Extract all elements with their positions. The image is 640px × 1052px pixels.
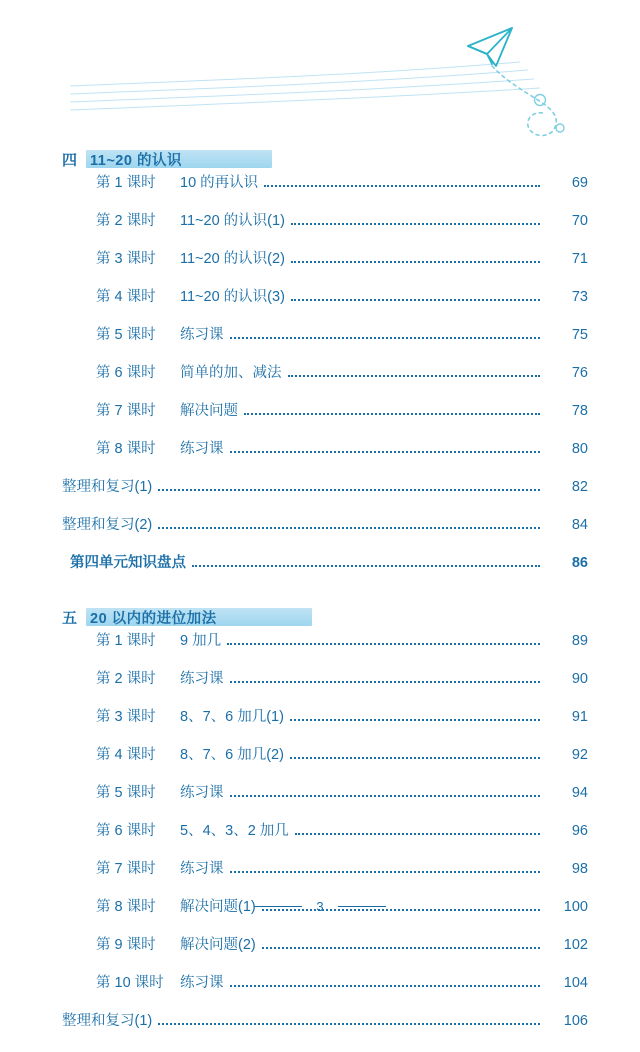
- page-number: 75: [571, 327, 588, 343]
- page-number: 90: [571, 671, 588, 687]
- page-number: 73: [571, 289, 588, 305]
- leader-dots: [291, 222, 540, 225]
- page-number: 92: [571, 747, 588, 763]
- leader-dots: [262, 946, 540, 949]
- page-number: 78: [571, 403, 588, 419]
- leader-dots: [230, 794, 541, 797]
- page-number: 70: [571, 213, 588, 229]
- toc-entry[interactable]: [0, 480, 640, 518]
- lesson-title: 8、7、6 加几(1): [180, 709, 284, 725]
- toc-entry[interactable]: [0, 176, 640, 214]
- toc-entry[interactable]: [0, 634, 640, 672]
- lesson-label: 第 1 课时: [96, 633, 156, 649]
- page-number: 98: [571, 861, 588, 877]
- lesson-title: 11~20 的认识(2): [180, 251, 285, 267]
- toc-entry[interactable]: [0, 214, 640, 252]
- page-number: 102: [563, 937, 588, 953]
- unit-header-4: [62, 148, 272, 170]
- lesson-label: 第 10 课时: [96, 975, 164, 991]
- page-number: 82: [571, 479, 588, 495]
- lesson-label: 第 8 课时: [96, 899, 156, 915]
- toc-content: [0, 148, 640, 1052]
- page-number: 100: [563, 899, 588, 915]
- unit-title: 11~20 的认识: [90, 152, 182, 169]
- folio-number: 3: [316, 899, 324, 915]
- lesson-label: 第 7 课时: [96, 403, 156, 419]
- lesson-title: 练习课: [180, 327, 224, 343]
- paper-plane-decoration: [0, 0, 640, 150]
- lesson-label: 第 6 课时: [96, 823, 156, 839]
- toc-entry[interactable]: [0, 824, 640, 862]
- page-footer: [0, 898, 640, 916]
- page-number: 94: [571, 785, 588, 801]
- toc-entry[interactable]: [0, 404, 640, 442]
- toc-entry[interactable]: [0, 252, 640, 290]
- page-number: 89: [571, 633, 588, 649]
- lesson-label: 第 4 课时: [96, 289, 156, 305]
- toc-entry[interactable]: [0, 672, 640, 710]
- leader-dots: [192, 564, 540, 567]
- leader-dots: [230, 450, 541, 453]
- unit-number: 五: [62, 609, 79, 627]
- toc-entry[interactable]: [0, 290, 640, 328]
- lesson-title: 8、7、6 加几(2): [180, 747, 284, 763]
- leader-dots: [230, 984, 541, 987]
- leader-dots: [230, 870, 541, 873]
- lesson-label: 第 9 课时: [96, 937, 156, 953]
- leader-dots: [158, 526, 540, 529]
- lesson-label: 第 8 课时: [96, 441, 156, 457]
- toc-entry[interactable]: [0, 442, 640, 480]
- leader-dots: [244, 412, 540, 415]
- toc-entry[interactable]: [0, 976, 640, 1014]
- toc-entry[interactable]: [0, 556, 640, 594]
- lesson-title: 5、4、3、2 加几: [180, 823, 289, 839]
- toc-entry[interactable]: [0, 366, 640, 404]
- footer-rule-right: [338, 906, 386, 907]
- toc-entry[interactable]: [0, 938, 640, 976]
- lesson-label: 第 3 课时: [96, 251, 156, 267]
- lesson-title: 练习课: [180, 441, 224, 457]
- lesson-label: 第 1 课时: [96, 175, 156, 191]
- toc-entry[interactable]: [0, 786, 640, 824]
- lesson-label: 第 7 课时: [96, 861, 156, 877]
- leader-dots: [264, 184, 540, 187]
- leader-dots: [295, 832, 540, 835]
- lesson-title: 整理和复习(1): [62, 479, 153, 495]
- lesson-label: 第 2 课时: [96, 671, 156, 687]
- leader-dots: [158, 488, 540, 491]
- lesson-title: 解决问题(1): [180, 899, 256, 915]
- lesson-label: 第 5 课时: [96, 785, 156, 801]
- leader-dots: [288, 374, 541, 377]
- page-number: 84: [571, 517, 588, 533]
- leader-dots: [227, 642, 540, 645]
- lesson-title: 解决问题: [180, 403, 238, 419]
- toc-entry[interactable]: [0, 328, 640, 366]
- leader-dots: [158, 1022, 540, 1025]
- lesson-title: 10 的再认识: [180, 175, 259, 191]
- lesson-label: 第 6 课时: [96, 365, 156, 381]
- page-number: 91: [571, 709, 588, 725]
- toc-entry[interactable]: [0, 1014, 640, 1052]
- toc-entry[interactable]: [0, 518, 640, 556]
- toc-entry[interactable]: [0, 710, 640, 748]
- page-number: 71: [571, 251, 588, 267]
- leader-dots: [230, 680, 541, 683]
- lesson-label: 第 4 课时: [96, 747, 156, 763]
- lesson-title: 练习课: [180, 671, 224, 687]
- lesson-title: 11~20 的认识(3): [180, 289, 285, 305]
- lesson-title: 练习课: [180, 975, 224, 991]
- toc-entry[interactable]: [0, 748, 640, 786]
- leader-dots: [291, 260, 540, 263]
- lesson-label: 第 3 课时: [96, 709, 156, 725]
- unit-header-5: [62, 606, 312, 628]
- lesson-title: 整理和复习(1): [62, 1013, 153, 1029]
- lesson-title: 解决问题(2): [180, 937, 256, 953]
- lesson-title: 9 加几: [180, 633, 222, 649]
- page-number: 76: [571, 365, 588, 381]
- lesson-title: 第四单元知识盘点: [70, 555, 186, 571]
- lesson-label: 第 2 课时: [96, 213, 156, 229]
- lesson-label: 第 5 课时: [96, 327, 156, 343]
- unit-number: 四: [62, 151, 79, 169]
- page-number: 96: [571, 823, 588, 839]
- page-number: 69: [571, 175, 588, 191]
- leader-dots: [230, 336, 541, 339]
- leader-dots: [290, 718, 540, 721]
- footer-rule-left: [254, 906, 302, 907]
- lesson-title: 11~20 的认识(1): [180, 213, 285, 229]
- lesson-title: 整理和复习(2): [62, 517, 153, 533]
- leader-dots: [290, 756, 540, 759]
- lesson-title: 练习课: [180, 861, 224, 877]
- page-number: 104: [563, 975, 588, 991]
- lesson-title: 简单的加、减法: [180, 365, 282, 381]
- toc-entry[interactable]: [0, 862, 640, 900]
- page-number: 80: [571, 441, 588, 457]
- lesson-title: 练习课: [180, 785, 224, 801]
- page-number: 86: [571, 555, 588, 571]
- unit-title: 20 以内的进位加法: [90, 610, 217, 627]
- page-number: 106: [563, 1013, 588, 1029]
- leader-dots: [291, 298, 540, 301]
